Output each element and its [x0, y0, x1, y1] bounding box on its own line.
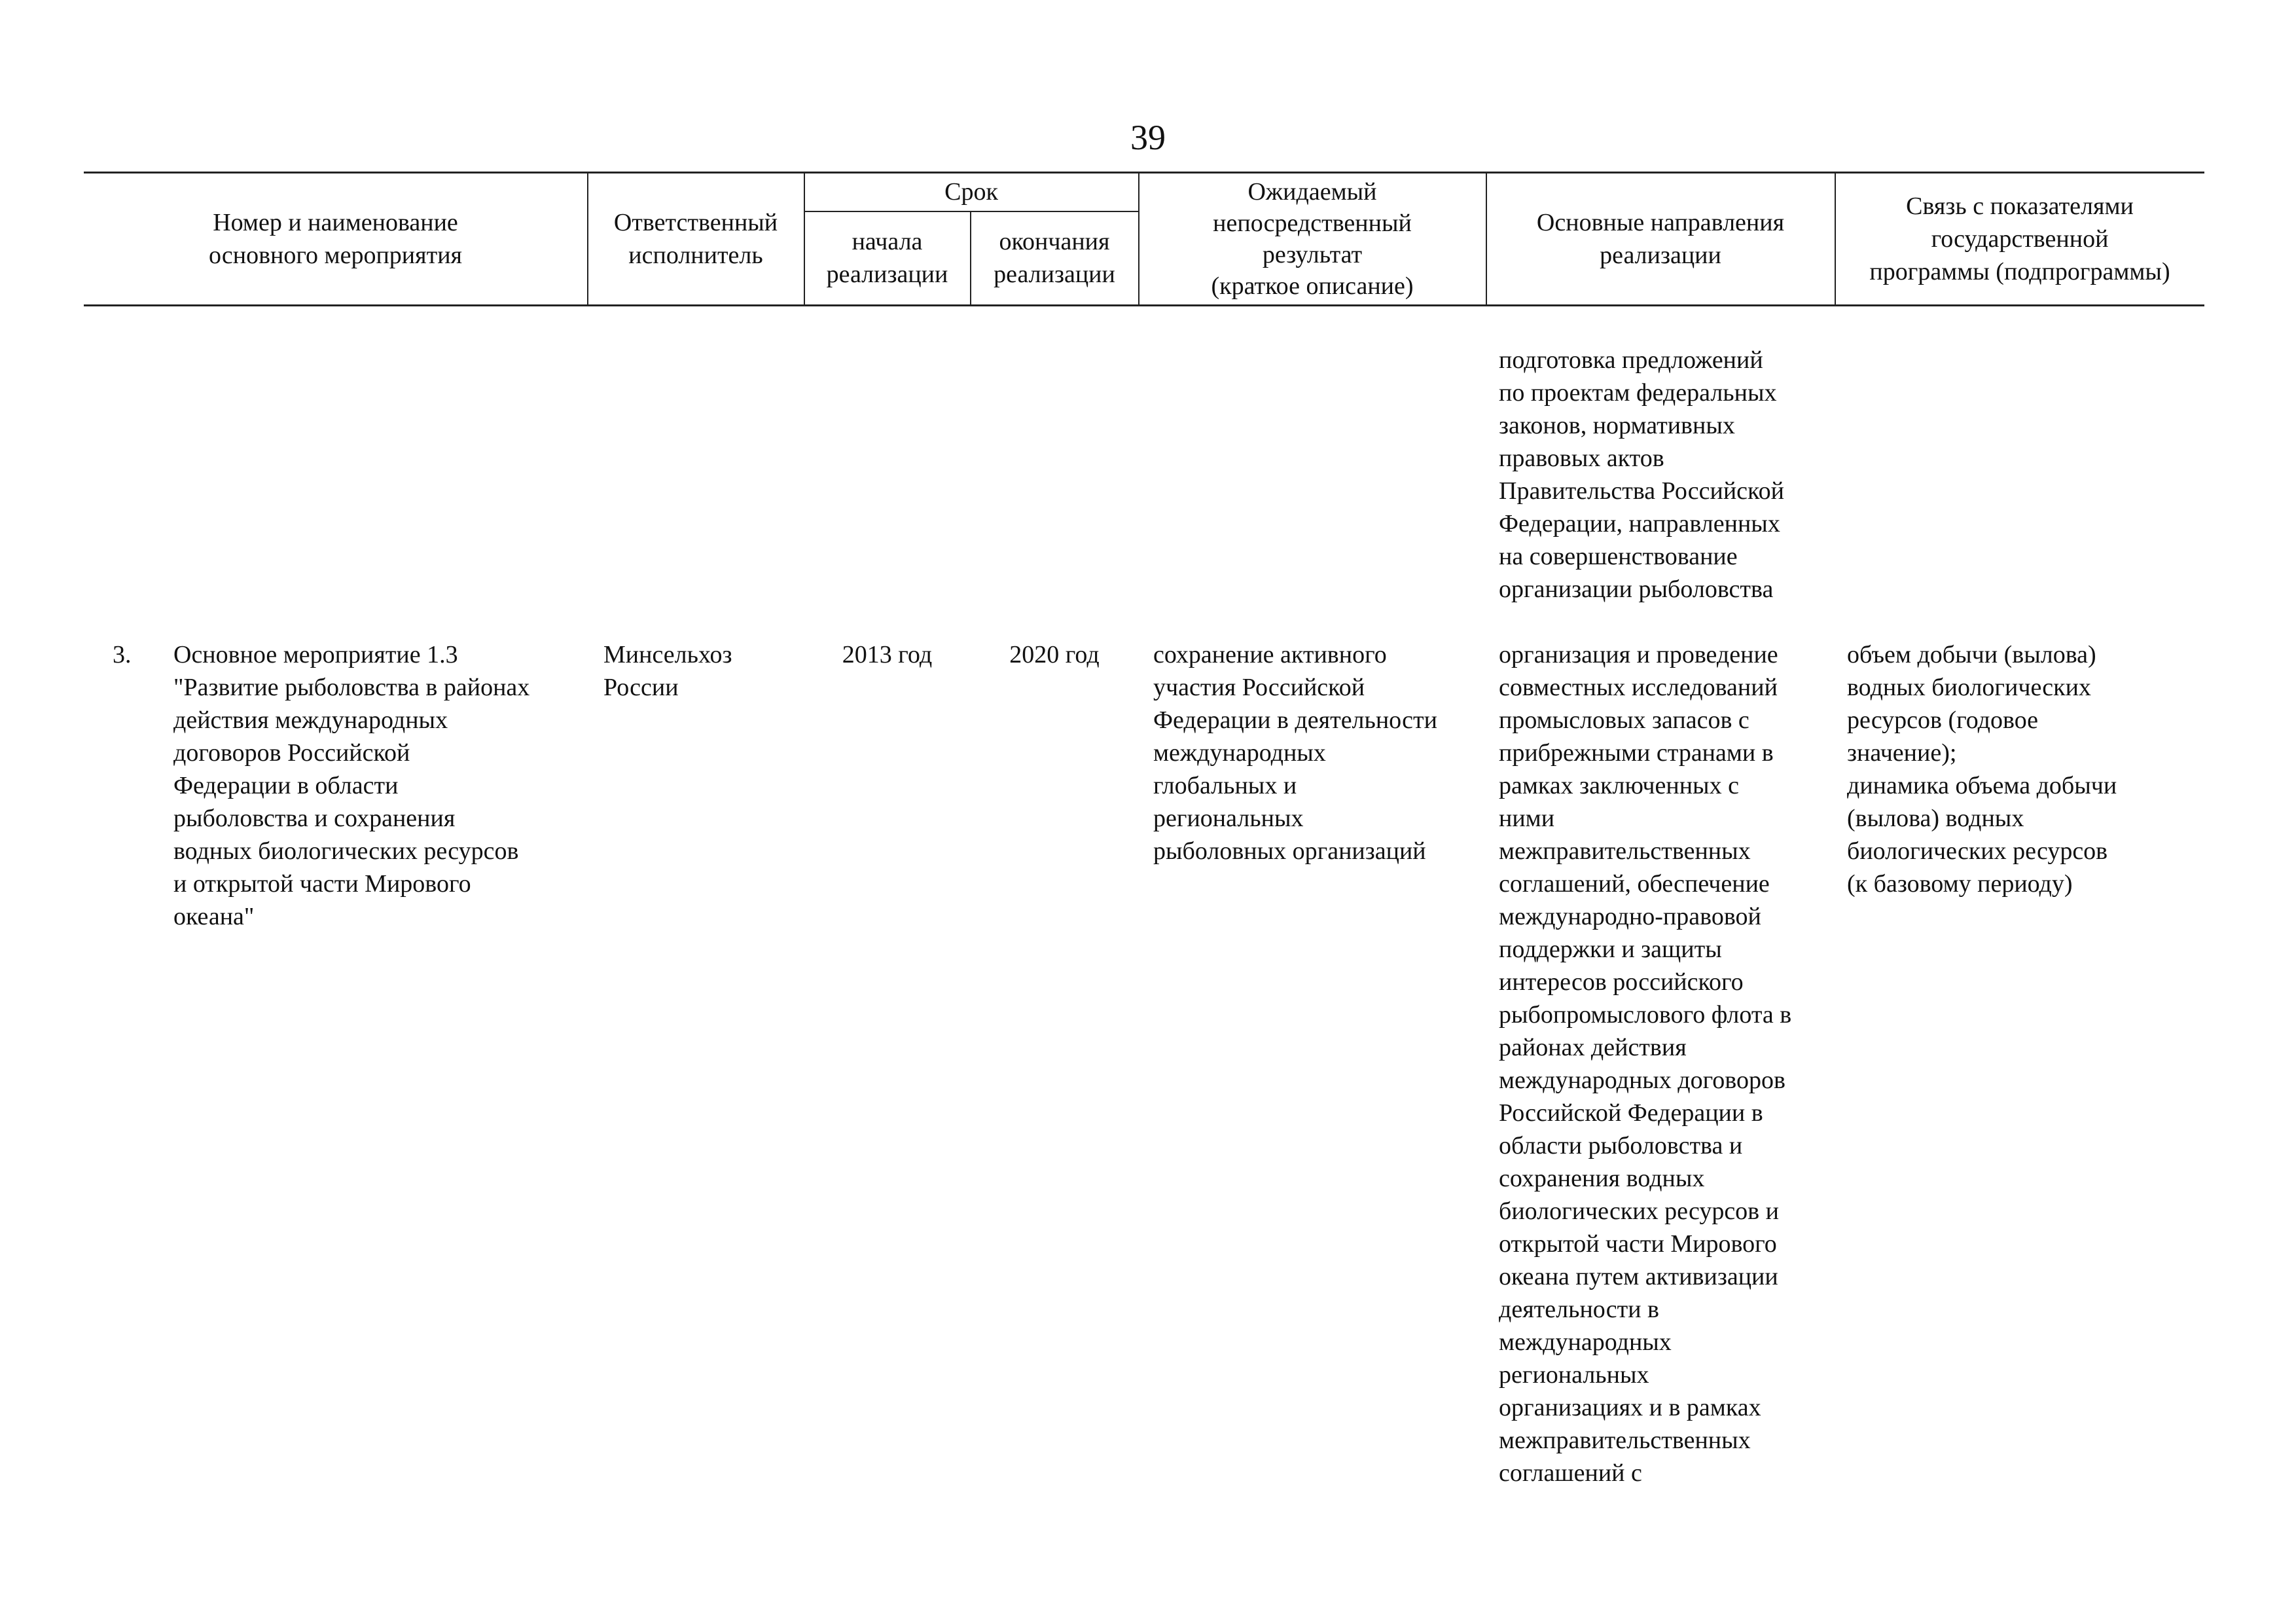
row-directions: организация и проведение совместных исследований промысловых запасов с прибрежными странами в рамках заключенных с ними межправительственных соглашений, обеспечение международно-правовой поддержки и защиты интересов российского рыбопромыслового флота в районах действия международных договоров Российской Федерации в области рыболовства и сохранения водных биологических ресурсов и открытой части Мирового океана путем активизации деятельности в международных региональных организациях и в рамках межправительственных соглашений с	[1499, 641, 1792, 1487]
header-term: Срок	[944, 178, 998, 206]
header-end: окончания реализации	[994, 228, 1115, 288]
header-executor: Ответственный исполнитель	[613, 208, 778, 269]
row-link: объем добычи (вылова) водных биологических ресурсов (годовое значение); динамика объема добычи (вылова) водных биологических ресурсов (к базовому периоду)	[1847, 641, 2117, 898]
continuation-directions-text: подготовка предложений по проектам федеральных законов, нормативных правовых актов Правительства Российской Федерации, направленных на совершенствование организации рыболовства	[1499, 346, 1784, 603]
row-end: 2020 год	[1009, 641, 1100, 668]
header-link: Связь с показателями государственной программы (подпрограммы)	[1869, 192, 2170, 285]
row-start: 2013 год	[842, 641, 933, 668]
table-header-bottom-rule	[84, 304, 2204, 306]
row-result: сохранение активного участия Российской Федерации в деятельности международных глобальных и региональных рыболовных организаций	[1153, 641, 1437, 865]
header-directions: Основные направления реализации	[1536, 208, 1785, 269]
header-start: начала реализации	[826, 228, 948, 288]
row-executor: Минсельхоз России	[603, 641, 732, 701]
row-name: Основное мероприятие 1.3 "Развитие рыболовства в районах действия международных договоров Российской Федерации в области рыболовства и сохранения водных биологических ресурсов и открытой части Мирового океана"	[173, 641, 530, 930]
page-number: 39	[1130, 118, 1166, 157]
header-name: Номер и наименование основного мероприятия	[208, 208, 463, 269]
row-number: 3.	[113, 641, 132, 668]
header-result: Ожидаемый непосредственный результат (краткое описание)	[1211, 177, 1414, 300]
